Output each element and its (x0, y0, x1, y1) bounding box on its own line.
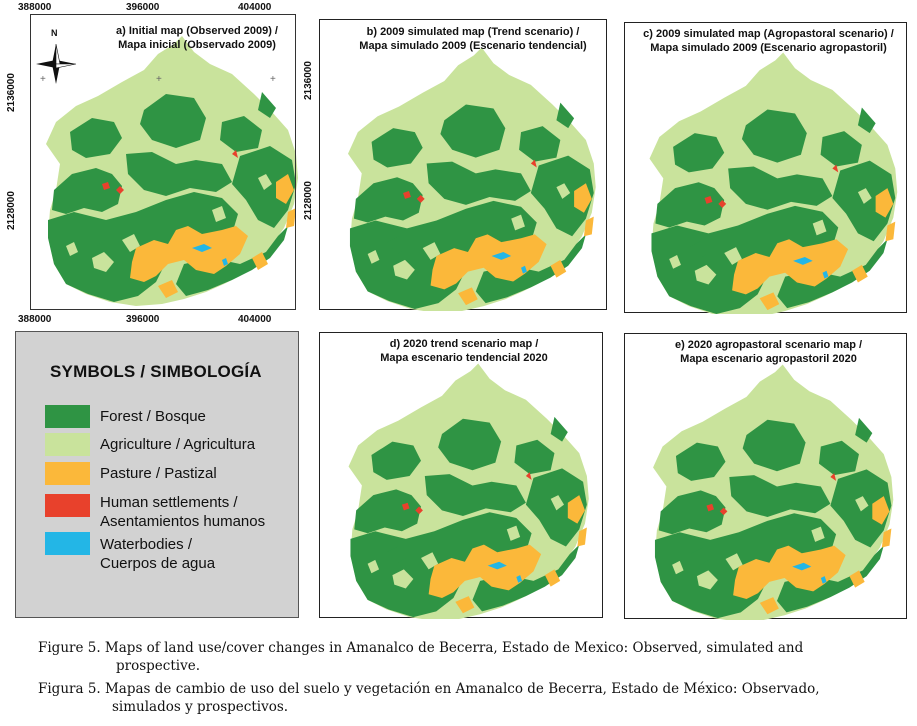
legend-label-waterbodies-2: Cuerpos de agua (100, 555, 216, 572)
land-use-map-d (320, 333, 604, 619)
y-tick-2: 2128000 (6, 191, 17, 230)
pasture-swatch (45, 462, 90, 485)
grid-cross-icon: + (270, 74, 276, 85)
panel-a-title (86, 24, 308, 52)
panel-b-y-tick-1: 2136000 (303, 61, 314, 100)
x-tick-top-2: 396000 (126, 2, 160, 13)
x-tick-bottom-1: 388000 (18, 314, 52, 325)
x-tick-top-1: 388000 (18, 2, 52, 13)
legend-label-settlements-1: Human settlements / (100, 494, 238, 511)
panel-a-title-line1: a) Initial map (Observed 2009) / (115, 25, 278, 37)
settlements-swatch (45, 494, 90, 517)
panel-b-title-line2: Mapa simulado 2009 (Escenario tendencial) (359, 40, 587, 52)
legend-panel (15, 331, 299, 618)
agriculture-swatch (45, 433, 90, 456)
legend-label-forest: Forest / Bosque (100, 408, 206, 425)
panel-c-title-line2: Mapa simulado 2009 (Escenario agropastoril) (650, 42, 887, 54)
x-tick-bottom-3: 404000 (238, 314, 272, 325)
land-use-map-b (320, 20, 608, 311)
map-panel-d (319, 332, 603, 618)
panel-d-title-line2: Mapa escenario tendencial 2020 (380, 352, 548, 364)
panel-e-title-line1: e) 2020 agropastoral scenario map / (674, 339, 863, 351)
caption-english-line2: prospective. (116, 658, 200, 674)
caption-spanish-line1: Figura 5. Mapas de cambio de uso del suelo y vegetación en Amanalco de Becerra, Estado de México: Observado, (38, 681, 820, 697)
legend-label-pasture: Pasture / Pastizal (100, 465, 217, 482)
grid-cross-icon: + (156, 74, 162, 85)
waterbodies-swatch (45, 532, 90, 555)
panel-c-title (631, 27, 906, 55)
y-tick-1: 2136000 (6, 73, 17, 112)
map-panel-c (624, 22, 907, 313)
panel-a-title-line2: Mapa inicial (Observado 2009) (118, 39, 276, 51)
panel-c-title-line1: c) 2009 simulated map (Agropastoral scenario) / (643, 28, 894, 40)
map-panel-b (319, 19, 607, 310)
x-tick-top-3: 404000 (238, 2, 272, 13)
legend-label-settlements-2: Asentamientos humanos (100, 513, 266, 530)
legend-label-waterbodies-1: Waterbodies / (100, 536, 192, 553)
legend-label-agriculture: Agriculture / Agricultura (100, 436, 256, 453)
panel-b-y-tick-2: 2128000 (303, 181, 314, 220)
legend-title: SYMBOLS / SIMBOLOGÍA (50, 362, 262, 381)
grid-cross-icon: + (40, 74, 46, 85)
land-use-map-e (625, 334, 908, 620)
x-tick-bottom-2: 396000 (126, 314, 160, 325)
panel-d-title (326, 337, 602, 365)
panel-e-title (631, 338, 906, 366)
caption-english-line1: Figure 5. Maps of land use/cover changes in Amanalco de Becerra, Estado de Mexico: Observed, simulated and (38, 640, 804, 656)
panel-d-title-line1: d) 2020 trend scenario map / (389, 338, 539, 350)
map-panel-e (624, 333, 907, 619)
forest-swatch (45, 405, 90, 428)
map-panel-a (26, 14, 298, 314)
panel-e-title-line2: Mapa escenario agropastoril 2020 (680, 353, 857, 365)
panel-b-title-line1: b) 2009 simulated map (Trend scenario) / (366, 26, 580, 38)
land-use-map-c (625, 23, 908, 314)
north-label: N (51, 28, 58, 38)
caption-spanish-line2: simulados y prospectivos. (112, 699, 289, 715)
panel-b-title (340, 25, 606, 53)
